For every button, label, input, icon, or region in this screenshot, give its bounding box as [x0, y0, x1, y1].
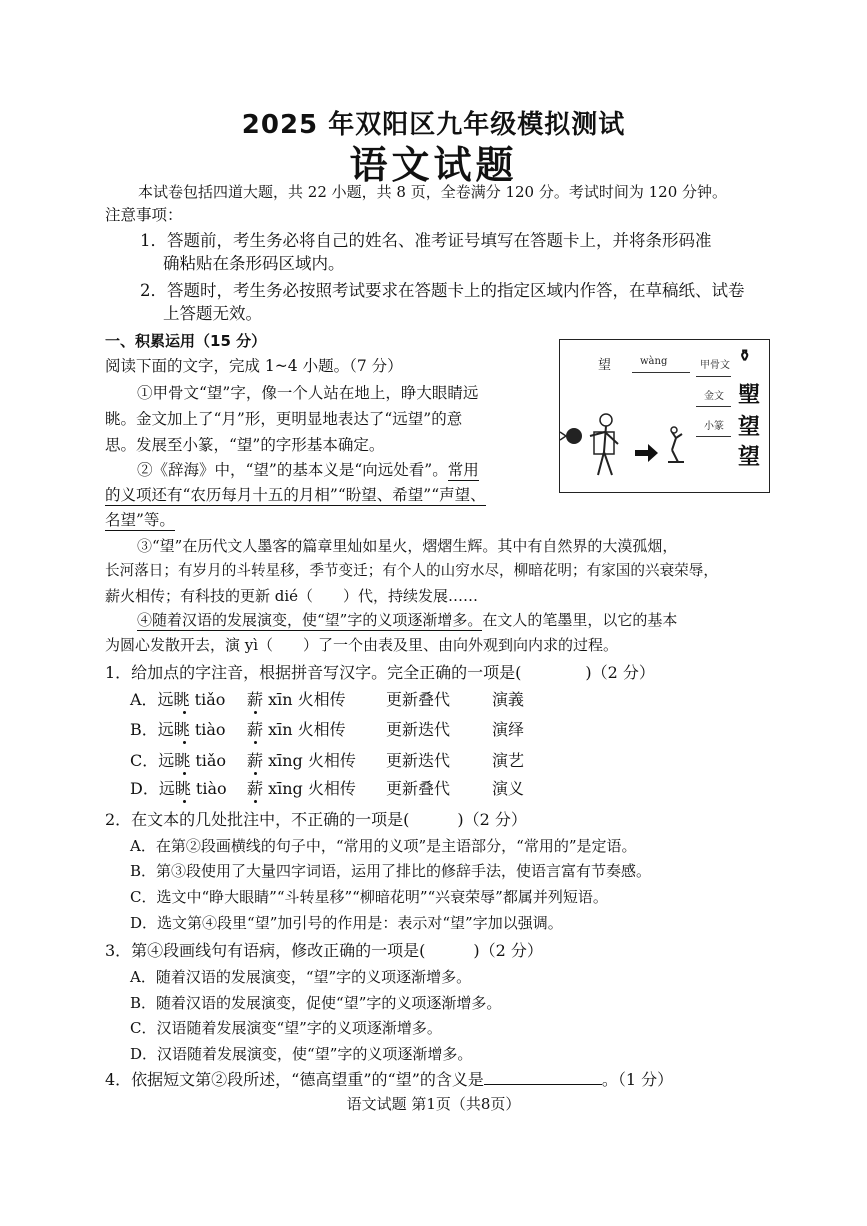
q1-option-d-phrase: 薪 xīng 火相传 — [247, 779, 356, 798]
note-1-line1: 1．答题前，考生务必将自己的姓名、准考证号填写在答题卡上，并将条形码准 — [140, 231, 712, 250]
section-heading: 一、积累运用（15 分） — [105, 332, 267, 350]
q1-option-c-phrase: 薪 xīng 火相传 — [247, 751, 356, 770]
passage-p1-line3: 思。发展至小篆，“望”的字形基本确定。 — [105, 436, 385, 454]
q2-option-a: A．在第②段画横线的句子中，“常用的义项”是主语部分，“常用的”是定语。 — [130, 837, 637, 855]
seal-form-glyph: 望 — [738, 414, 761, 440]
q1-option-c-term: 更新迭代 — [386, 751, 451, 770]
figure-char: 望 — [598, 358, 612, 373]
q2-option-c: C．选文中“睁大眼睛”“斗转星移”“柳暗花明”“兴衰荣辱”都属并列短语。 — [130, 888, 608, 906]
emphasis-dot — [183, 772, 186, 775]
figure-label-oracle: 甲骨文 — [700, 360, 730, 371]
q1-option-b-word: B．远眺 tiào — [130, 720, 226, 739]
passage-p3-line2: 长河落日；有岁月的斗转星移，季节变迁；有个人的山穷水尽，柳暗花明；有家国的兴衰荣辱， — [105, 562, 718, 579]
q2-stem: 2．在文本的几处批注中，不正确的一项是( )（2 分） — [105, 810, 527, 829]
q4-answer-blank[interactable] — [484, 1070, 602, 1085]
emphasis-dot — [254, 741, 257, 744]
passage-p2-underlined-mid: 的义项还有“农历每月十五的月相”“盼望、希望”“声望、 — [105, 486, 486, 504]
passage-p4-underlined-sentence: ④随着汉语的发展演变，使“望”字的义项逐渐增多。 — [137, 611, 483, 629]
q4-stem — [105, 1070, 673, 1090]
q1-option-d-word: D．远眺 tiào — [130, 779, 227, 798]
emphasis-dot — [254, 772, 257, 775]
q1-option-d-term: 更新叠代 — [386, 779, 451, 798]
q1-stem: 1．给加点的字注音，根据拼音写汉字。完全正确的一项是( )（2 分） — [105, 663, 655, 682]
q4-stem-text: 4．依据短文第②段所述，“德高望重”的“望”的含义是 — [105, 1070, 484, 1089]
note-2-line1: 2．答题时，考生务必按照考试要求在答题卡上的指定区域内作答，在草稿纸、试卷 — [140, 281, 745, 300]
passage-p4-rest: 在文人的笔墨里，以它的基本 — [482, 611, 678, 629]
person-gazing-illustration — [560, 340, 769, 492]
q3-option-d: D．汉语随着发展演变，使“望”字的义项逐渐增多。 — [130, 1045, 473, 1063]
passage-p2-line2 — [105, 485, 486, 505]
oracle-form-glyph: ⚱ — [738, 346, 752, 365]
passage-p4-line1 — [137, 610, 677, 630]
q1-option-a-phrase: 薪 xīn 火相传 — [247, 690, 346, 709]
emphasis-dot — [254, 800, 257, 803]
wang-character-figure — [559, 339, 770, 493]
q3-option-c: C．汉语随着发展演变“望”字的义项逐渐增多。 — [130, 1019, 442, 1037]
passage-p2-underlined-start: 常用 — [447, 461, 479, 479]
passage-p2-line1 — [137, 460, 479, 480]
q1-option-a-word: A．远眺 tiǎo — [130, 690, 226, 709]
emphasis-dot — [183, 711, 186, 714]
q1-option-b-word2: 演绎 — [492, 720, 525, 739]
reading-prompt: 阅读下面的文字，完成 1~4 小题。（7 分） — [105, 357, 403, 375]
q3-stem: 3．第④段画线句有语病，修改正确的一项是( )（2 分） — [105, 941, 543, 960]
figure-label-bronze: 金文 — [704, 391, 724, 402]
passage-p1-line1: ①甲骨文“望”字，像一个人站在地上，睁大眼睛远 — [137, 384, 479, 402]
emphasis-dot — [183, 741, 186, 744]
exam-title: 2025 年双阳区九年级模拟测试 — [241, 110, 626, 140]
q1-option-b-phrase: 薪 xīn 火相传 — [247, 720, 346, 739]
passage-p3-line3: 薪火相传；有科技的更新 dié（ ）代，持续发展…… — [105, 587, 479, 605]
page-footer: 语文试题 第1页（共8页） — [346, 1095, 521, 1113]
emphasis-dot — [254, 711, 257, 714]
passage-p2-part-a: ②《辞海》中，“望”的基本义是“向远处看”。 — [137, 461, 448, 479]
passage-p1-line2: 眺。金文加上了“月”形，更明显地表达了“远望”的意 — [105, 410, 463, 428]
passage-p2-underlined-end: 名望”等。 — [105, 511, 175, 529]
q1-option-a-term: 更新叠代 — [386, 690, 451, 709]
note-2-line2: 上答题无效。 — [163, 304, 262, 323]
q2-option-d: D．选文第④段里“望”加引号的作用是：表示对“望”字加以强调。 — [130, 914, 563, 932]
passage-p4-line2: 为圆心发散开去，演 yì（ ）了一个由表及里、由向外观到向内求的过程。 — [105, 636, 619, 654]
exam-subject-title: 语文试题 — [349, 142, 518, 187]
passage-p2-line3 — [105, 510, 175, 530]
exam-intro: 本试卷包括四道大题，共 22 小题，共 8 页，全卷满分 120 分。考试时间为 120 分钟。 — [138, 183, 728, 201]
emphasis-dot — [183, 800, 186, 803]
bronze-form-glyph: 朢 — [738, 382, 761, 408]
passage-p3-line1: ③“望”在历代文人墨客的篇章里灿如星火，熠熠生辉。其中有自然界的大漠孤烟， — [137, 537, 678, 555]
q2-option-b: B．第③段使用了大量四字词语，运用了排比的修辞手法，使语言富有节奏感。 — [130, 862, 652, 880]
q3-option-a: A．随着汉语的发展演变，“望”字的义项逐渐增多。 — [130, 968, 472, 986]
q4-stem-score: 。（1 分） — [601, 1070, 674, 1089]
q1-option-c-word: C．远眺 tiǎo — [130, 751, 227, 770]
q1-option-d-word2: 演义 — [492, 779, 525, 798]
modern-form-glyph: 望 — [738, 444, 761, 470]
notes-heading: 注意事项： — [105, 206, 183, 224]
figure-label-seal: 小篆 — [704, 421, 724, 432]
q1-option-a-word2: 演義 — [492, 690, 525, 709]
figure-pinyin: wàng — [640, 356, 668, 367]
note-1-line2: 确粘贴在条形码区域内。 — [163, 254, 345, 273]
q1-option-b-term: 更新迭代 — [386, 720, 451, 739]
q1-option-c-word2: 演艺 — [492, 751, 525, 770]
q3-option-b: B．随着汉语的发展演变，促使“望”字的义项逐渐增多。 — [130, 994, 502, 1012]
